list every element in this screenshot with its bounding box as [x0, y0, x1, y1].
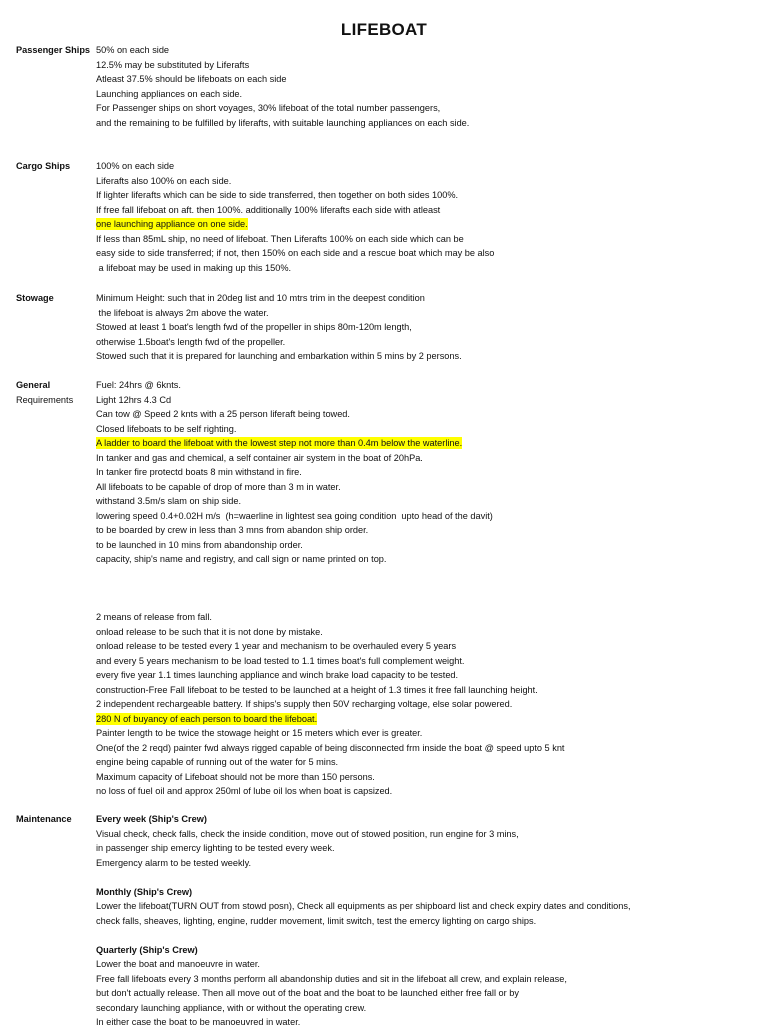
text-line: [96, 972, 756, 987]
line-text: Closed lifeboats to be self righting.: [96, 423, 237, 434]
text-line: [96, 827, 756, 842]
line-text: otherwise 1.5boat's length fwd of the propeller.: [96, 336, 286, 347]
text-line: [96, 451, 756, 466]
text-line: [96, 494, 756, 509]
text-line: [96, 770, 756, 785]
line-text: Emergency alarm to be tested weekly.: [96, 857, 252, 868]
line-text: 2 means of release from fall.: [96, 612, 212, 622]
text-line: [96, 378, 756, 393]
line-text: 50% on each side: [96, 45, 170, 55]
text-line: [96, 246, 756, 261]
subheading: [96, 943, 756, 958]
blank-line: [96, 928, 756, 943]
text-line: [96, 203, 756, 218]
section-label-cargo: [16, 159, 96, 174]
line-text: 100% on each side: [96, 161, 175, 171]
line-text: Stowed such that it is prepared for launching and embarkation within 5 mins by 2 persons.: [96, 351, 462, 361]
line-text: Minimum Height: such that in 20deg list and 10 mtrs trim in the deepest condition: [96, 293, 425, 303]
line-text: In tanker and gas and chemical, a self container air system in the boat of 20hPa.: [96, 452, 423, 463]
text-line: [96, 523, 756, 538]
line-text: Stowed at least 1 boat's length fwd of the propeller in ships 80m-120m length,: [96, 322, 412, 332]
text-line: [96, 914, 756, 929]
text-line: [96, 306, 756, 321]
line-text: but don't actually release. Then all move out of the boat and the boat to be launched either free fall or by: [96, 988, 519, 998]
line-text: and the remaining to be fulfilled by liferafts, with suitable launching appliances on each side.: [96, 117, 470, 128]
page-title: LIFEBOAT: [340, 20, 428, 39]
line-text: Launching appliances on each side.: [96, 88, 243, 99]
line-text: Monthly (Ship's Crew): [96, 886, 193, 897]
section-label-passenger: [16, 43, 96, 58]
line-text: 12.5% may be substituted by Liferafts: [96, 59, 250, 70]
line-text: Quarterly (Ship's Crew): [96, 944, 198, 955]
text-line: [96, 407, 756, 422]
text-line: [96, 683, 756, 698]
line-text: If lighter liferafts which can be side to side transferred, then together on both sides 100%.: [96, 190, 459, 200]
text-line: [96, 610, 756, 625]
text-line: [96, 654, 756, 669]
text-line: [96, 335, 756, 350]
section-stowage: [96, 291, 756, 364]
highlighted-line: [96, 712, 756, 727]
line-text: If less than 85mL ship, no need of lifeboat. Then Liferafts 100% on each side which can be: [96, 233, 464, 244]
line-text: engine being capable of running out of the water for 5 mins.: [96, 757, 339, 767]
text-line: [96, 232, 756, 247]
blank-line: [96, 870, 756, 885]
text-line: [96, 43, 756, 58]
line-text: Can tow @ Speed 2 knts with a 25 person liferaft being towed.: [96, 409, 350, 419]
text-line: [96, 174, 756, 189]
text-line: [96, 755, 756, 770]
highlighted-line: [96, 436, 756, 451]
text-line: [96, 726, 756, 741]
text-line: [96, 58, 756, 73]
text-line: [96, 393, 756, 408]
text-line: [96, 480, 756, 495]
section-general: [96, 378, 756, 799]
line-text: In either case the boat to be manoeuvred in water.: [96, 1017, 301, 1027]
line-text: onload release to be such that it is not done by mistake.: [96, 626, 323, 637]
blank-line: [96, 567, 756, 582]
line-text: every five year 1.1 times launching appliance and winch brake load capacity to be tested.: [96, 670, 459, 680]
line-text: One(of the 2 reqd) painter fwd always rigged capable of being disconnected frm inside the boat @ speed upto 5 knt: [96, 742, 565, 753]
line-text: Free fall lifeboats every 3 months perform all abandonship duties and sit in the lifeboat all crew, and explain release,: [96, 973, 567, 984]
text-line: [96, 552, 756, 567]
line-text: Every week (Ship's Crew): [96, 814, 207, 824]
line-text: Lower the boat and manoeuvre in water.: [96, 959, 260, 969]
text-line: [96, 856, 756, 871]
line-text: capacity, ship's name and registry, and call sign or name printed on top.: [96, 554, 387, 564]
line-text: lowering speed 0.4+0.02H m/s (h=waerline in lightest sea going condition upto head of the davit): [96, 510, 493, 521]
line-text: 280 N of buyancy of each person to board the lifeboat.: [96, 713, 318, 724]
section-label-text: Cargo Ships: [16, 161, 71, 171]
section-passenger: [96, 43, 756, 130]
line-text: secondary launching appliance, with or without the operating crew.: [96, 1002, 367, 1013]
section-label-text: General: [16, 380, 51, 390]
text-line: [96, 957, 756, 972]
line-text: to be launched in 10 mins from abandonship order.: [96, 539, 303, 550]
line-text: For Passenger ships on short voyages, 30% lifeboat of the total number passengers,: [96, 103, 441, 113]
text-line: [96, 188, 756, 203]
text-line: [96, 159, 756, 174]
section-label-text: Stowage: [16, 293, 54, 303]
text-line: [96, 349, 756, 364]
text-line: [96, 625, 756, 640]
text-line: [96, 899, 756, 914]
text-line: [96, 101, 756, 116]
line-text: Lower the lifeboat(TURN OUT from stowd posn), Check all equipments as per shipboard list and check expiry dates and conditions,: [96, 901, 631, 911]
highlighted-line: [96, 217, 756, 232]
line-text: no loss of fuel oil and approx 250ml of lube oil los when boat is capsized.: [96, 786, 393, 796]
line-text: Maximum capacity of Lifeboat should not be more than 150 persons.: [96, 771, 375, 782]
text-line: [96, 291, 756, 306]
subheading: [96, 885, 756, 900]
text-line: [96, 741, 756, 756]
section-label-maintenance: [16, 812, 96, 827]
text-line: [96, 422, 756, 437]
text-line: [96, 320, 756, 335]
text-line: [96, 116, 756, 131]
text-line: [96, 784, 756, 799]
section-label-text: Maintenance: [16, 814, 72, 824]
section-label-general: [16, 378, 96, 407]
line-text: Painter length to be twice the stowage height or 15 meters which ever is greater.: [96, 728, 423, 738]
line-text: All lifeboats to be capable of drop of more than 3 m in water.: [96, 481, 341, 492]
line-text: construction-Free Fall lifeboat to be tested to be launched at a height of 1.3 times it free fall launching height.: [96, 684, 538, 695]
line-text: the lifeboat is always 2m above the water.: [96, 307, 269, 318]
section-sublabel-text: Requirements: [16, 394, 74, 405]
text-line: [96, 1001, 756, 1016]
line-text: onload release to be tested every 1 year and mechanism to be overhauled every 5 years: [96, 641, 457, 651]
text-line: [96, 72, 756, 87]
line-text: and every 5 years mechanism to be load tested to 1.1 times boat's full complement weight.: [96, 655, 465, 666]
text-line: [96, 87, 756, 102]
line-text: in passenger ship emercy lighting to be tested every week.: [96, 843, 335, 853]
line-text: Fuel: 24hrs @ 6knts.: [96, 380, 181, 390]
line-text: Atleast 37.5% should be lifeboats on each side: [96, 74, 287, 84]
text-line: [96, 261, 756, 276]
line-text: one launching appliance on one side.: [96, 219, 248, 229]
text-line: [96, 538, 756, 553]
line-text: Liferafts also 100% on each side.: [96, 175, 232, 186]
text-line: [96, 668, 756, 683]
section-label-text: Passenger Ships: [16, 45, 91, 55]
text-line: [96, 697, 756, 712]
line-text: 2 independent rechargeable battery. If ships's supply then 50V recharging voltage, else solar powered.: [96, 699, 513, 709]
text-line: [96, 639, 756, 654]
line-text: If free fall lifeboat on aft. then 100%. additionally 100% liferafts each side with atleast: [96, 204, 441, 215]
text-line: [96, 986, 756, 1001]
text-line: [96, 1015, 756, 1030]
text-line: [96, 841, 756, 856]
line-text: In tanker fire protectd boats 8 min withstand in fire.: [96, 467, 302, 477]
line-text: Visual check, check falls, check the inside condition, move out of stowed position, run engine for 3 mins,: [96, 828, 519, 839]
section-cargo: [96, 159, 756, 275]
line-text: A ladder to board the lifeboat with the lowest step not more than 0.4m below the waterline.: [96, 438, 463, 448]
line-text: withstand 3.5m/s slam on ship side.: [96, 496, 242, 506]
blank-line: [96, 596, 756, 611]
line-text: a lifeboat may be used in making up this 150%.: [96, 262, 292, 273]
text-line: [96, 509, 756, 524]
subheading: [96, 812, 756, 827]
line-text: check falls, sheaves, lighting, engine, rudder movement, limit switch, test the emercy lighting on cargo ships.: [96, 915, 537, 926]
blank-line: [96, 581, 756, 596]
line-text: easy side to side transferred; if not, then 150% on each side and a rescue boat which may be also: [96, 248, 495, 258]
section-label-stowage: [16, 291, 96, 306]
line-text: Light 12hrs 4.3 Cd: [96, 394, 172, 405]
section-maintenance: [96, 812, 756, 1030]
text-line: [96, 465, 756, 480]
line-text: to be boarded by crew in less than 3 mns from abandon ship order.: [96, 525, 369, 535]
